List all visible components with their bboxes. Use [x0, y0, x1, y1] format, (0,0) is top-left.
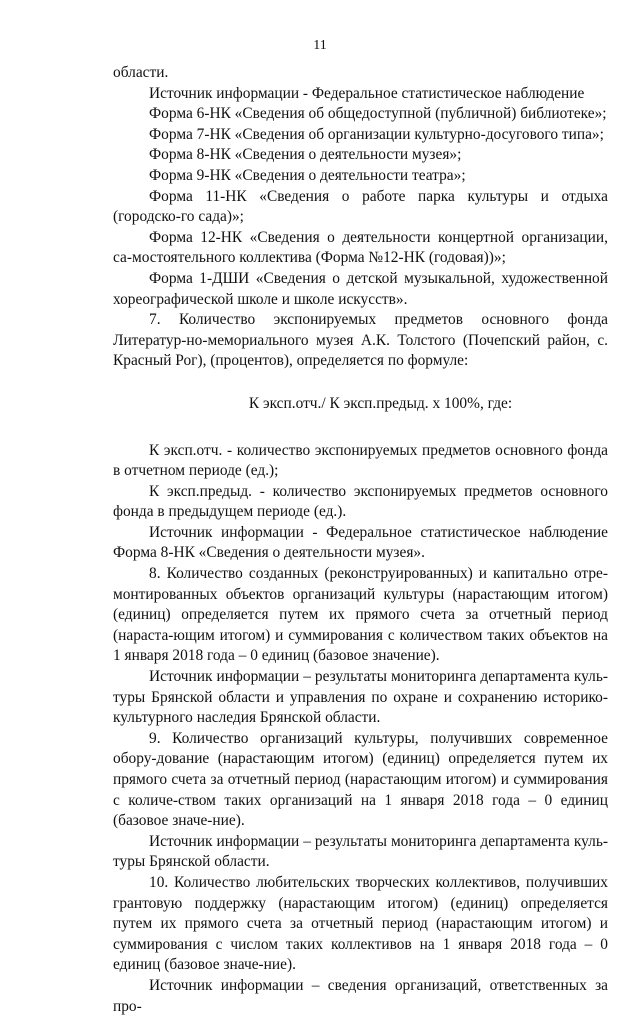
formula: К эксп.отч./ К эксп.предыд. х 100%, где: — [248, 394, 513, 412]
form-item: Форма 8-НК «Сведения о деятельности музея»; — [149, 146, 462, 164]
paragraph: Источник информации – результаты мониторинга департамента куль-туры Брянской области. — [113, 832, 608, 871]
paragraph: Источник информации - Федеральное статистическое наблюдение Форма 8-НК «Сведения о деятельности музея». — [113, 523, 608, 562]
definition: К эксп.предыд. - количество экспонируемых предметов основного фонда в предыдущем периоде (ед.). — [113, 482, 608, 521]
paragraph: области. — [113, 64, 169, 81]
page-number: 11 — [313, 38, 327, 53]
form-item: Форма 7-НК «Сведения об организации культурно-досугового типа»; — [149, 125, 604, 143]
paragraph: Источник информации – сведения организаций, ответственных за про- — [113, 976, 608, 1015]
paragraph: 9. Количество организаций культуры, получивших современное обору-дование (нарастающим итогом) (единиц) определяется путем их прямого счета за отчетный период (нарастающим итогом) и суммирования с количе-ством таких организаций на 1 января 2018 года – 0 единиц (базовое значе-ние). — [113, 729, 608, 830]
document-body — [113, 63, 608, 1017]
definition: К эксп.отч. - количество экспонируемых предметов основного фонда в отчетном периоде (ед.); — [113, 441, 608, 480]
paragraph: Источник информации – результаты мониторинга департамента куль-туры Брянской области и управления по охране и сохранению историко-культурного наследия Брянской области. — [113, 668, 608, 727]
paragraph: Источник информации - Федеральное статистическое наблюдение — [149, 84, 585, 102]
form-item: Форма 12-НК «Сведения о деятельности концертной организации, са-мостоятельного коллектива (Форма №12-НК (годовая))»; — [113, 228, 608, 267]
form-item: Форма 1-ДШИ «Сведения о детской музыкальной, художественной хореографической школе и школе искусств». — [113, 269, 608, 308]
paragraph: 8. Количество созданных (реконструированных) и капитально отре-монтированных объектов организаций культуры (нарастающим итогом) (единиц) определяется путем их прямого счета за отчетный период (нараста-ющим итогом) и суммирования с количеством таких объектов на 1 января 2018 года – 0 единиц (базовое значение). — [113, 565, 608, 665]
form-item: Форма 6-НК «Сведения об общедоступной (публичной) библиотеке»; — [149, 105, 607, 123]
paragraph: 10. Количество любительских творческих коллективов, получивших грантовую поддержку (нарастающим итогом) (единиц) определяется путем их прямого счета за отчетный период (нарастающим итогом) и суммирования с числом таких коллективов на 1 января 2018 года – 0 единиц (базовое значе-ние). — [113, 873, 608, 974]
form-item: Форма 11-НК «Сведения о работе парка культуры и отдыха (городско-го сада)»; — [113, 187, 608, 226]
form-item: Форма 9-НК «Сведения о деятельности театра»; — [149, 166, 466, 184]
paragraph: 7. Количество экспонируемых предметов основного фонда Литератур-но-мемориального музея А.К. Толстого (Почепский район, с. Красный Рог), (процентов), определяется по формуле: — [113, 311, 608, 370]
